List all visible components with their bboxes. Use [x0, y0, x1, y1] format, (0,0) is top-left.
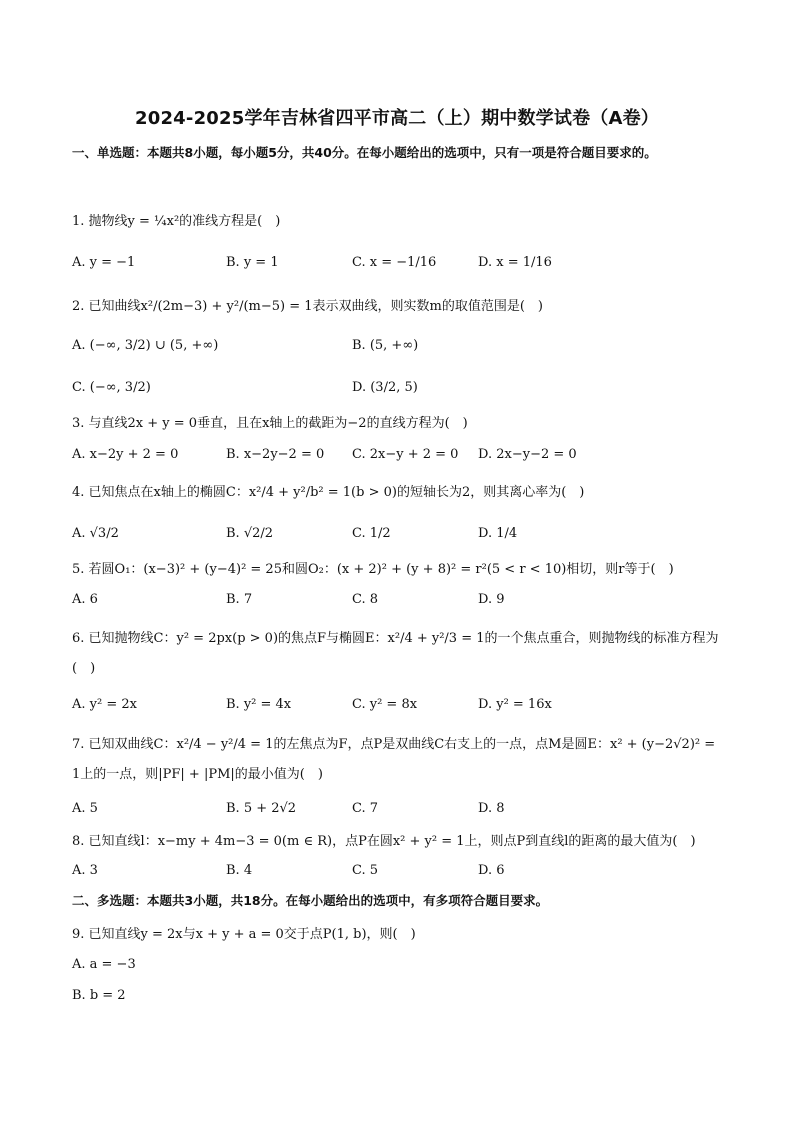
section-single-choice-header: 一、单选题：本题共8小题，每小题5分，共40分。在每小题给出的选项中，只有一项是符合题目要求的。: [72, 145, 657, 160]
question-5: 5. 若圆O₁：(x−3)² + (y−4)² = 25和圆O₂：(x + 2)² + (y + 8)² = r²(5 < r < 10)相切，则r等于( ): [72, 562, 674, 577]
page-title: 2024-2025学年吉林省四平市高二（上）期中数学试卷（A卷）: [135, 108, 659, 129]
option-d: D. 6: [478, 863, 505, 878]
option-a: A. a = −3: [72, 957, 136, 972]
option-a: A. y = −1: [72, 255, 136, 270]
option-a: A. √3/2: [72, 526, 119, 541]
question-4: 4. 已知焦点在x轴上的椭圆C：x²/4 + y²/b² = 1(b > 0)的短轴长为2，则其离心率为( ): [72, 485, 585, 500]
option-b: B. y = 1: [226, 255, 279, 270]
option-d: D. 1/4: [478, 526, 518, 541]
question-4-options: [72, 526, 724, 548]
option-c: C. y² = 8x: [352, 697, 418, 712]
option-d: D. 2x−y−2 = 0: [478, 447, 577, 462]
option-a: A. 5: [72, 801, 98, 816]
option-d: D. (3/2, 5): [352, 380, 418, 395]
option-d: D. x = 1/16: [478, 255, 552, 270]
section-multi-choice-header: 二、多选题：本题共3小题，共18分。在每小题给出的选项中，有多项符合题目要求。: [72, 893, 549, 908]
option-c: C. 1/2: [352, 526, 391, 541]
option-d: D. 9: [478, 592, 505, 607]
question-7-options: [72, 801, 724, 823]
question-5-options: [72, 592, 724, 614]
option-a: A. 6: [72, 592, 98, 607]
option-b: B. √2/2: [226, 526, 274, 541]
question-8: 8. 已知直线l：x−my + 4m−3 = 0(m ∈ R)，点P在圆x² + y² = 1上，则点P到直线l的距离的最大值为( ): [72, 834, 696, 849]
option-d: D. 8: [478, 801, 505, 816]
question-2: 2. 已知曲线x²/(2m−3) + y²/(m−5) = 1表示双曲线，则实数m的取值范围是( ): [72, 299, 543, 314]
option-c: C. x = −1/16: [352, 255, 437, 270]
question-2-options-row1: [72, 338, 724, 360]
question-9-option-b-row: [72, 988, 724, 1010]
option-b: B. b = 2: [72, 988, 126, 1003]
option-c: C. (−∞, 3/2): [72, 380, 151, 395]
option-a: A. (−∞, 3/2) ∪ (5, +∞): [72, 338, 219, 353]
question-6-options: [72, 697, 724, 719]
option-b: B. 7: [226, 592, 253, 607]
option-d: D. y² = 16x: [478, 697, 552, 712]
option-c: C. 2x−y + 2 = 0: [352, 447, 459, 462]
option-b: B. y² = 4x: [226, 697, 292, 712]
option-b: B. 5 + 2√2: [226, 801, 297, 816]
question-7: 7. 已知双曲线C：x²/4 − y²/4 = 1的左焦点为F，点P是双曲线C右支上的一点，点M是圆E：x² + (y−2√2)² = 1上的一点，则|PF| + |PM|的最小值为( ): [72, 737, 716, 782]
question-6: 6. 已知抛物线C：y² = 2px(p > 0)的焦点F与椭圆E：x²/4 + y²/3 = 1的一个焦点重合，则抛物线的标准方程为( ): [72, 631, 719, 676]
question-3-options: [72, 447, 724, 469]
option-a: A. x−2y + 2 = 0: [72, 447, 179, 462]
question-9: 9. 已知直线y = 2x与x + y + a = 0交于点P(1, b)，则( ): [72, 927, 416, 942]
option-b: B. x−2y−2 = 0: [226, 447, 325, 462]
question-1: 1. 抛物线y = ¼x²的准线方程是( ): [72, 214, 281, 229]
option-b: B. (5, +∞): [352, 338, 419, 353]
option-a: A. 3: [72, 863, 98, 878]
option-b: B. 4: [226, 863, 253, 878]
question-9-option-a-row: [72, 957, 724, 979]
option-a: A. y² = 2x: [72, 697, 137, 712]
question-3: 3. 与直线2x + y = 0垂直，且在x轴上的截距为−2的直线方程为( ): [72, 416, 468, 431]
option-c: C. 5: [352, 863, 379, 878]
question-8-options: [72, 863, 724, 885]
option-c: C. 8: [352, 592, 379, 607]
option-c: C. 7: [352, 801, 379, 816]
question-2-options-row2: [72, 380, 724, 402]
question-1-options: [72, 255, 724, 277]
